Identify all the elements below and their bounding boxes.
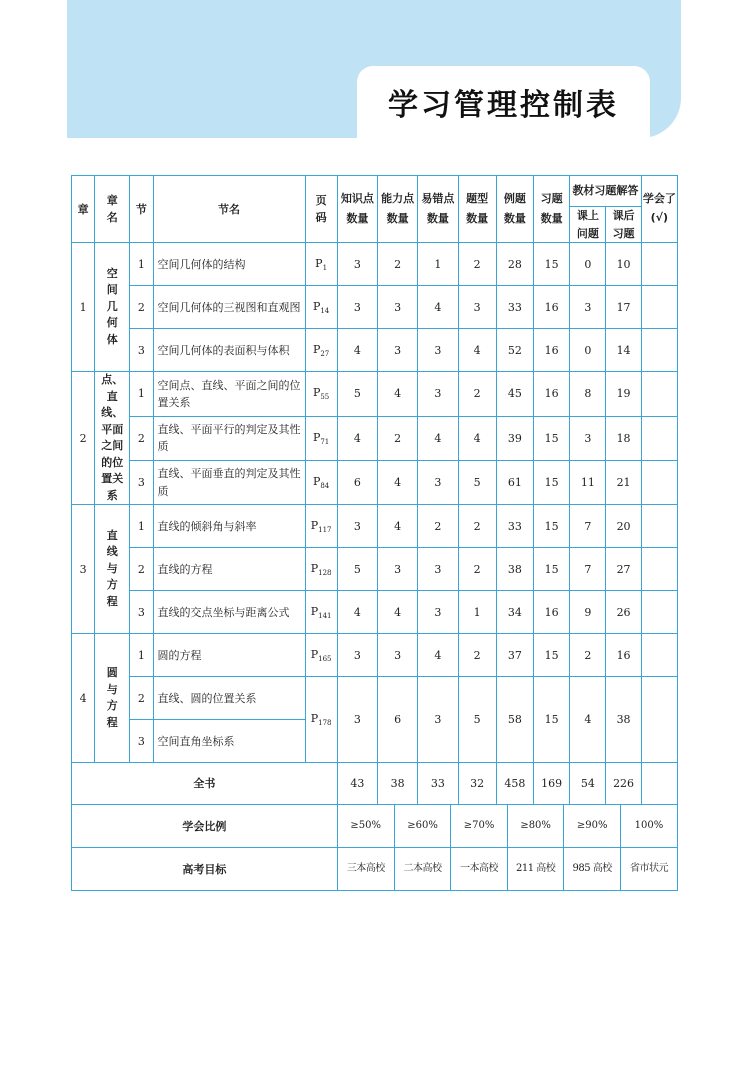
exercise-count: 15 — [533, 416, 569, 460]
header-section-name: 节名 — [153, 176, 305, 243]
example-count: 34 — [496, 591, 533, 634]
header-chapter-name: 章名 — [95, 176, 130, 243]
example-count: 33 — [496, 286, 533, 329]
table-row — [72, 591, 678, 634]
knowledge-count: 3 — [337, 243, 377, 286]
error-count: 3 — [418, 460, 458, 504]
total-example: 458 — [496, 763, 533, 805]
page-ref: $P_{55}$ — [305, 372, 337, 416]
type-count: 5 — [458, 677, 496, 763]
type-count: 2 — [458, 372, 496, 416]
page-ref: $P_{178}$ — [305, 677, 337, 763]
section-number: 2 — [130, 286, 153, 329]
exercise-count: 16 — [533, 591, 569, 634]
after-class-count: 19 — [606, 372, 641, 416]
total-row — [72, 763, 678, 805]
section-name: 直线、平面平行的判定及其性质 — [153, 416, 305, 460]
learned-checkbox[interactable] — [641, 634, 677, 677]
after-class-count: 17 — [606, 286, 641, 329]
chapter-number: 3 — [72, 505, 95, 634]
header-error-count: 易错点数量 — [418, 176, 458, 243]
after-class-count: 27 — [606, 548, 641, 591]
example-count: 38 — [496, 548, 533, 591]
target-row — [72, 848, 678, 891]
section-name: 空间点、直线、平面之间的位置关系 — [153, 372, 305, 416]
exercise-count: 15 — [533, 505, 569, 548]
section-name: 空间直角坐标系 — [153, 720, 305, 763]
learned-checkbox[interactable] — [641, 677, 677, 763]
error-count: 4 — [418, 416, 458, 460]
page-ref: $P_{71}$ — [305, 416, 337, 460]
in-class-count: 2 — [570, 634, 606, 677]
page-ref: $P_{27}$ — [305, 329, 337, 372]
after-class-count: 16 — [606, 634, 641, 677]
study-control-table — [71, 175, 678, 891]
table-row — [72, 243, 678, 286]
title-box — [357, 66, 650, 138]
section-name: 直线的交点坐标与距离公式 — [153, 591, 305, 634]
total-after-class: 226 — [606, 763, 641, 805]
header-textbook-answers: 教材习题解答 — [570, 176, 641, 207]
knowledge-count: 4 — [337, 329, 377, 372]
section-number: 1 — [130, 372, 153, 416]
header-row-1 — [72, 176, 678, 207]
ratio-70[interactable]: ≥70% — [451, 805, 508, 847]
ratio-cells — [337, 805, 677, 848]
error-count: 4 — [418, 286, 458, 329]
chapter-number: 2 — [72, 372, 95, 505]
total-ability: 38 — [377, 763, 417, 805]
ability-count: 6 — [377, 677, 417, 763]
knowledge-count: 5 — [337, 372, 377, 416]
in-class-count: 7 — [570, 505, 606, 548]
total-exercise: 169 — [533, 763, 569, 805]
in-class-count: 3 — [570, 416, 606, 460]
learned-checkbox[interactable] — [641, 243, 677, 286]
after-class-count: 21 — [606, 460, 641, 504]
header-section: 节 — [130, 176, 153, 243]
target-label: 高考目标 — [72, 848, 338, 891]
chapter-number: 1 — [72, 243, 95, 372]
in-class-count: 11 — [570, 460, 606, 504]
target-top-scorer[interactable]: 省市状元 — [620, 848, 677, 890]
error-count: 2 — [418, 505, 458, 548]
error-count: 1 — [418, 243, 458, 286]
exercise-count: 16 — [533, 286, 569, 329]
header-knowledge-count: 知识点数量 — [337, 176, 377, 243]
target-tier3[interactable]: 三本高校 — [346, 863, 385, 875]
knowledge-count: 4 — [337, 416, 377, 460]
error-count: 4 — [418, 634, 458, 677]
section-number: 1 — [130, 243, 153, 286]
table-row — [72, 505, 678, 548]
ability-count: 4 — [377, 591, 417, 634]
page-ref: $P_{117}$ — [305, 505, 337, 548]
ratio-80[interactable]: ≥80% — [507, 805, 564, 847]
type-count: 4 — [458, 329, 496, 372]
exercise-count: 15 — [533, 243, 569, 286]
ability-count: 4 — [377, 372, 417, 416]
in-class-count: 8 — [570, 372, 606, 416]
learned-checkbox[interactable] — [641, 286, 677, 329]
error-count: 3 — [418, 548, 458, 591]
knowledge-count: 5 — [337, 548, 377, 591]
table-row — [72, 372, 678, 416]
page-title: 学习管理控制表 — [388, 88, 619, 123]
in-class-count: 0 — [570, 329, 606, 372]
example-count: 33 — [496, 505, 533, 548]
table-row — [72, 329, 678, 372]
after-class-count: 20 — [606, 505, 641, 548]
header-in-class: 课上问题 — [570, 207, 606, 243]
ratio-90[interactable]: ≥90% — [564, 805, 621, 847]
section-name: 圆的方程 — [153, 634, 305, 677]
section-name: 直线的倾斜角与斜率 — [153, 505, 305, 548]
ability-count: 4 — [377, 505, 417, 548]
table-row — [72, 634, 678, 677]
learned-checkbox[interactable] — [641, 548, 677, 591]
chapter-name: 空间几何体 — [95, 243, 130, 372]
example-count: 61 — [496, 460, 533, 504]
knowledge-count: 3 — [337, 677, 377, 763]
header-page: 页码 — [305, 176, 337, 243]
page-ref: $P_{165}$ — [305, 634, 337, 677]
page-ref: $P_{141}$ — [305, 591, 337, 634]
ratio-row — [72, 805, 678, 848]
exercise-count: 15 — [533, 634, 569, 677]
target-tier2[interactable]: 二本高校 — [394, 848, 451, 890]
page-ref: $P_{14}$ — [305, 286, 337, 329]
learned-checkbox[interactable] — [641, 505, 677, 548]
chapter-name: 直线与方程 — [95, 505, 130, 634]
example-count: 39 — [496, 416, 533, 460]
ratio-100[interactable]: 100% — [620, 805, 677, 847]
ability-count: 3 — [377, 548, 417, 591]
section-number: 3 — [130, 460, 153, 504]
in-class-count: 7 — [570, 548, 606, 591]
type-count: 1 — [458, 591, 496, 634]
type-count: 2 — [458, 243, 496, 286]
knowledge-count: 6 — [337, 460, 377, 504]
learned-checkbox[interactable] — [641, 460, 677, 504]
total-knowledge: 43 — [337, 763, 377, 805]
header-type-count: 题型数量 — [458, 176, 496, 243]
section-name: 直线的方程 — [153, 548, 305, 591]
total-type: 32 — [458, 763, 496, 805]
exercise-count: 15 — [533, 548, 569, 591]
example-count: 58 — [496, 677, 533, 763]
section-number: 3 — [130, 720, 153, 763]
table-row — [72, 548, 678, 591]
target-cells — [337, 848, 677, 891]
table-row — [72, 677, 678, 720]
exercise-count: 16 — [533, 372, 569, 416]
type-count: 2 — [458, 548, 496, 591]
after-class-count: 18 — [606, 416, 641, 460]
section-number: 1 — [130, 634, 153, 677]
target-tier1[interactable]: 一本高校 — [451, 848, 508, 890]
total-label: 全书 — [72, 763, 338, 805]
table-row — [72, 286, 678, 329]
header-exercise-count: 习题数量 — [533, 176, 569, 243]
type-count: 4 — [458, 416, 496, 460]
ability-count: 3 — [377, 634, 417, 677]
learned-checkbox[interactable] — [641, 329, 677, 372]
ability-count: 3 — [377, 286, 417, 329]
section-number: 3 — [130, 329, 153, 372]
section-name: 空间几何体的结构 — [153, 243, 305, 286]
page-ref: $P_{128}$ — [305, 548, 337, 591]
page-ref: $P_1$ — [305, 243, 337, 286]
example-count: 28 — [496, 243, 533, 286]
learned-checkbox[interactable] — [641, 372, 677, 416]
ability-count: 2 — [377, 416, 417, 460]
ability-count: 3 — [377, 329, 417, 372]
learned-checkbox[interactable] — [641, 416, 677, 460]
target-985[interactable]: 985 高校 — [564, 848, 621, 890]
header-chapter: 章 — [72, 176, 95, 243]
section-name: 直线、圆的位置关系 — [153, 677, 305, 720]
error-count: 3 — [418, 372, 458, 416]
ratio-label: 学会比例 — [72, 805, 338, 848]
page-ref: $P_{84}$ — [305, 460, 337, 504]
section-name: 空间几何体的三视图和直观图 — [153, 286, 305, 329]
section-number: 2 — [130, 677, 153, 720]
exercise-count: 16 — [533, 329, 569, 372]
chapter-name: 圆与方程 — [95, 634, 130, 763]
total-in-class: 54 — [570, 763, 606, 805]
section-name: 直线、平面垂直的判定及其性质 — [153, 460, 305, 504]
in-class-count: 3 — [570, 286, 606, 329]
table-row — [72, 460, 678, 504]
section-number: 2 — [130, 416, 153, 460]
knowledge-count: 4 — [337, 591, 377, 634]
total-error: 33 — [418, 763, 458, 805]
example-count: 45 — [496, 372, 533, 416]
ratio-50[interactable]: ≥50% — [350, 820, 382, 832]
type-count: 5 — [458, 460, 496, 504]
in-class-count: 0 — [570, 243, 606, 286]
chapter-name: 点、直线、平面之间的位置关系 — [95, 372, 130, 505]
error-count: 3 — [418, 329, 458, 372]
knowledge-count: 3 — [337, 505, 377, 548]
table-row — [72, 416, 678, 460]
header-after-class: 课后习题 — [606, 207, 641, 243]
type-count: 2 — [458, 634, 496, 677]
ability-count: 2 — [377, 243, 417, 286]
after-class-count: 14 — [606, 329, 641, 372]
knowledge-count: 3 — [337, 286, 377, 329]
section-name: 空间几何体的表面积与体积 — [153, 329, 305, 372]
target-211[interactable]: 211 高校 — [507, 848, 564, 890]
knowledge-count: 3 — [337, 634, 377, 677]
header-ability-count: 能力点数量 — [377, 176, 417, 243]
ability-count: 4 — [377, 460, 417, 504]
type-count: 3 — [458, 286, 496, 329]
example-count: 37 — [496, 634, 533, 677]
after-class-count: 38 — [606, 677, 641, 763]
section-number: 1 — [130, 505, 153, 548]
section-number: 2 — [130, 548, 153, 591]
error-count: 3 — [418, 591, 458, 634]
type-count: 2 — [458, 505, 496, 548]
in-class-count: 4 — [570, 677, 606, 763]
example-count: 52 — [496, 329, 533, 372]
chapter-number: 4 — [72, 634, 95, 763]
after-class-count: 10 — [606, 243, 641, 286]
after-class-count: 26 — [606, 591, 641, 634]
section-number: 3 — [130, 591, 153, 634]
ratio-60[interactable]: ≥60% — [394, 805, 451, 847]
learned-checkbox[interactable] — [641, 591, 677, 634]
exercise-count: 15 — [533, 460, 569, 504]
exercise-count: 15 — [533, 677, 569, 763]
in-class-count: 9 — [570, 591, 606, 634]
error-count: 3 — [418, 677, 458, 763]
header-example-count: 例题数量 — [496, 176, 533, 243]
header-learned: 学会了(√) — [641, 176, 677, 243]
total-learned — [641, 763, 677, 805]
